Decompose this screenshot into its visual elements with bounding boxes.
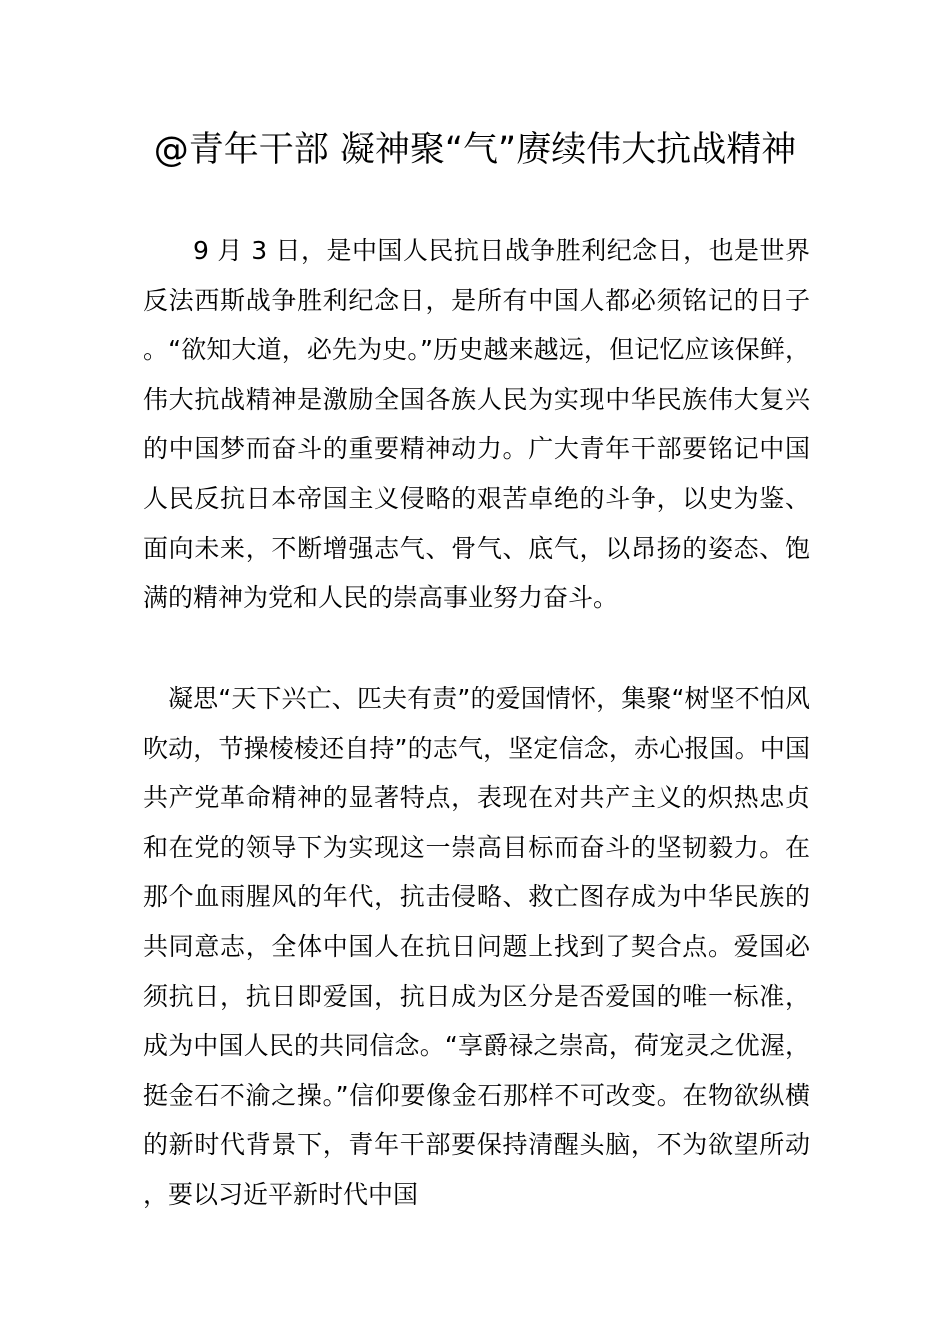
paragraph-1: 9 月 3 日，是中国人民抗日战争胜利纪念日，也是世界反法西斯战争胜利纪念日，是所有中国人都必须铭记的日子。“欲知大道，必先为史。”历史越来越远，但记忆应该保鲜，伟大抗战精神是激励全国各族人民为实现中华民族伟大复兴的中国梦而奋斗的重要精神动力。广大青年干部要铭记中国人民反抗日本帝国主义侵略的艰苦卓绝的斗争，以史为鉴、面向未来，不断增强志气、骨气、底气，以昂扬的姿态、饱满的精神为党和人民的崇高事业努力奋斗。 xyxy=(143,236,810,613)
paragraph-2: 凝思“天下兴亡、匹夫有责”的爱国情怀，集聚“树坚不怕风吹动，节操棱棱还自持”的志气，坚定信念，赤心报国。中国共产党革命精神的显著特点，表现在对共产主义的炽热忠贞和在党的领导下为实现这一崇高目标而奋斗的坚韧毅力。在那个血雨腥风的年代，抗击侵略、救亡图存成为中华民族的共同意志，全体中国人在抗日问题上找到了契合点。爱国必须抗日，抗日即爱国，抗日成为区分是否爱国的唯一标准，成为中国人民的共同信念。“享爵禄之崇高，荷宠灵之优渥，挺金石不渝之操。”信仰要像金石那样不可改变。在物欲纵横的新时代背景下，青年干部要保持清醒头脑，不为欲望所动，要以习近平新时代中国 xyxy=(143,684,810,1209)
document-title: @青年干部 凝神聚“气”赓续伟大抗战精神 xyxy=(153,130,797,170)
